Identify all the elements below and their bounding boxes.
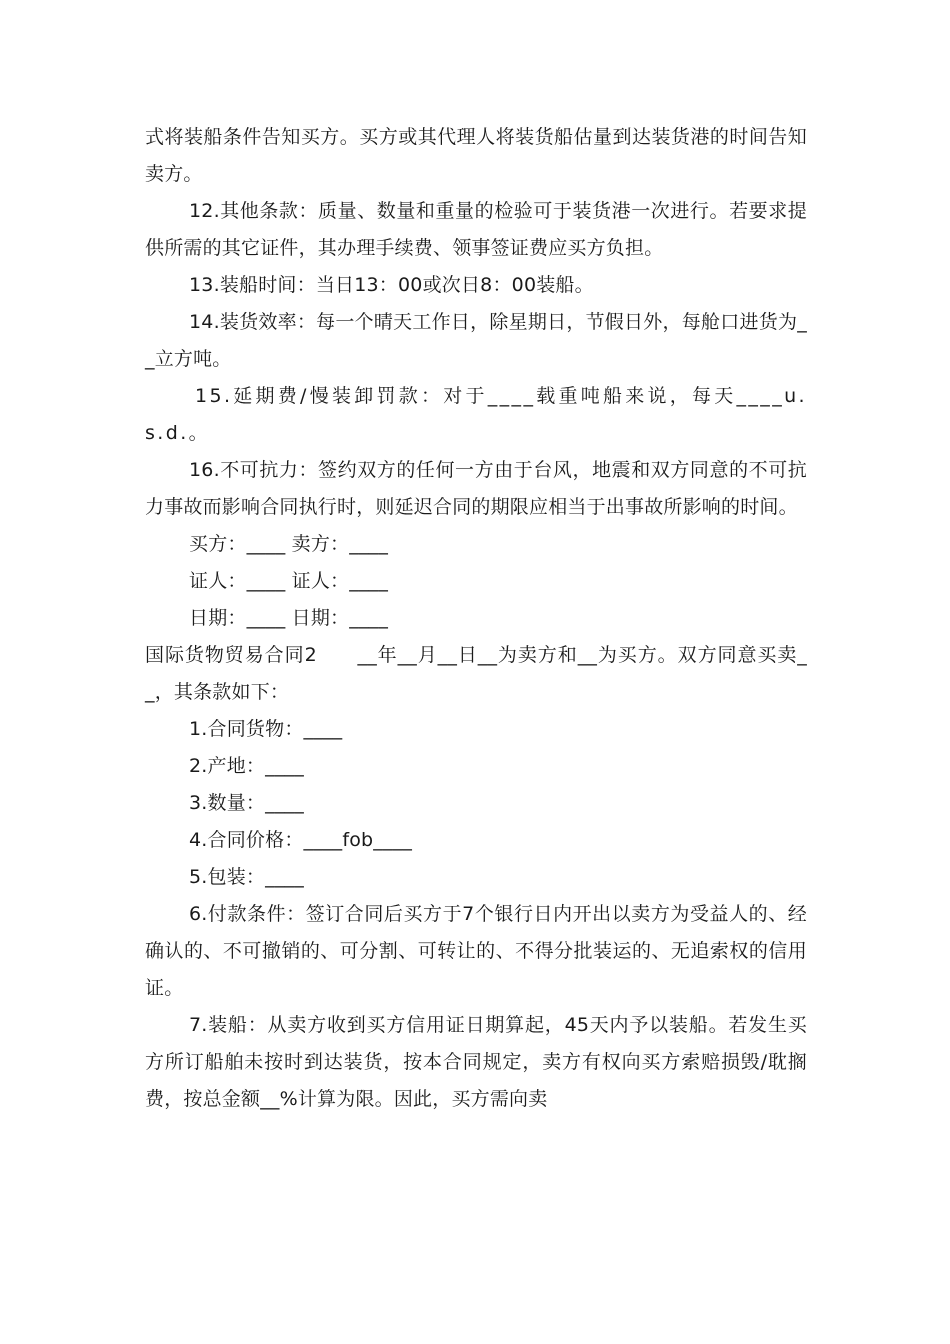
- clause-13-shipping-time: 13.装船时间：当日13：00或次日8：00装船。: [189, 274, 594, 296]
- paragraph-shipping-notice: 式将装船条件告知买方。买方或其代理人将装货船估量到达装货港的时间告知卖方。: [145, 126, 807, 185]
- document-body: [145, 119, 807, 1118]
- item-7-shipment: 7.装船：从卖方收到买方信用证日期算起，45天内予以装船。若发生买方所订船舶未按时到达装货，按本合同规定，卖方有权向买方索赔损毁/耽搁费，按总金额__%计算为限。因此，买方需向卖: [145, 1014, 807, 1110]
- item-4-price: 4.合同价格：____fob____: [189, 829, 413, 851]
- item-5-packing: 5.包装：____: [189, 866, 304, 888]
- signature-witness: 证人：____ 证人：____: [189, 570, 389, 592]
- clause-14-loading-rate: 14.装货效率：每一个晴天工作日，除星期日，节假日外，每舱口进货为__立方吨。: [145, 311, 807, 370]
- item-3-quantity: 3.数量：____: [189, 792, 304, 814]
- contract-2-heading: 国际货物贸易合同2 __年__月__日__为卖方和__为买方。双方同意买卖__，其条款如下：: [145, 644, 807, 703]
- signature-date: 日期：____ 日期：____: [189, 607, 389, 629]
- clause-12-other-terms: 12.其他条款：质量、数量和重量的检验可于装货港一次进行。若要求提供所需的其它证件，其办理手续费、领事签证费应买方负担。: [145, 200, 807, 259]
- item-1-goods: 1.合同货物：____: [189, 718, 343, 740]
- item-6-payment: 6.付款条件：签订合同后买方于7个银行日内开出以卖方为受益人的、经确认的、不可撤销的、可分割、可转让的、不得分批装运的、无追索权的信用证。: [145, 903, 807, 999]
- item-2-origin: 2.产地：____: [189, 755, 304, 777]
- clause-15-demurrage: 15.延期费/慢装卸罚款：对于____载重吨船来说，每天____u.s.d.。: [145, 385, 807, 444]
- signature-buyer-seller: 买方：____ 卖方：____: [189, 533, 389, 555]
- clause-16-force-majeure: 16.不可抗力：签约双方的任何一方由于台风，地震和双方同意的不可抗力事故而影响合同执行时，则延迟合同的期限应相当于出事故所影响的时间。: [145, 459, 807, 518]
